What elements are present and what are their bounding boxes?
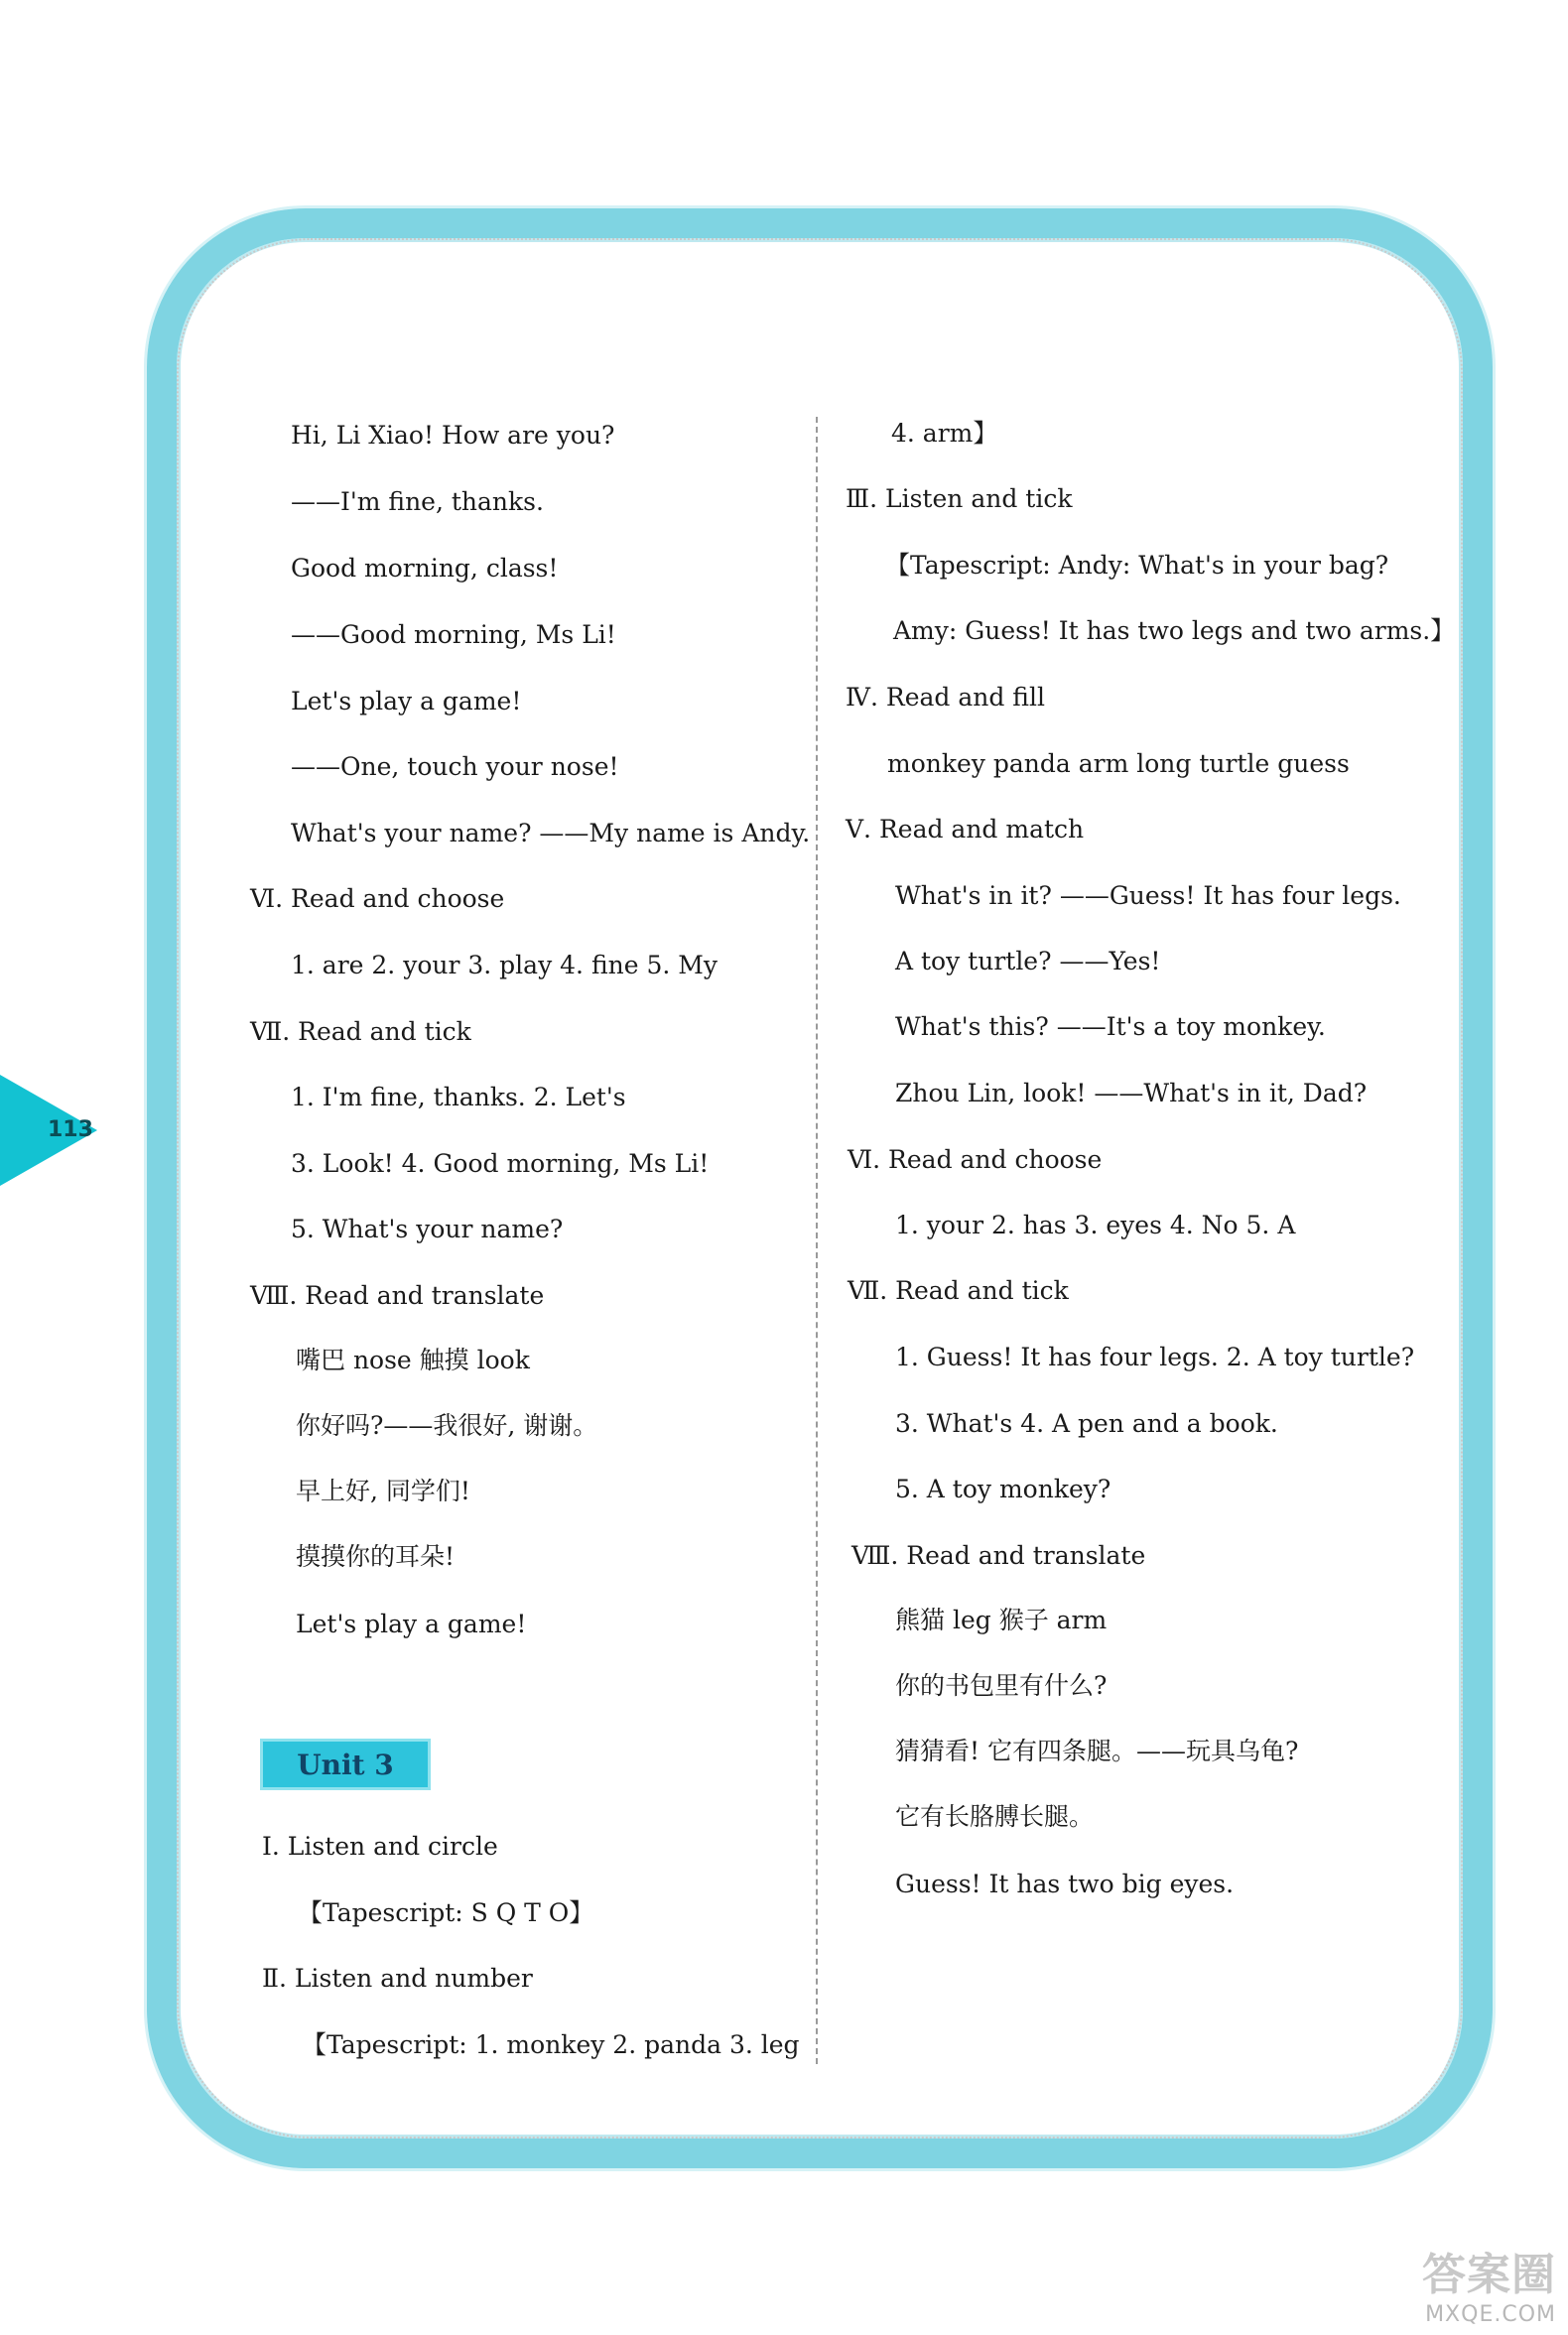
right-line-16: 3. What's 4. A pen and a book. <box>895 1409 1278 1438</box>
right-line-8: What's in it? ——Guess! It has four legs. <box>895 881 1401 910</box>
unit3-line-4: 【Tapescript: 1. monkey 2. panda 3. leg <box>302 2030 800 2059</box>
left-line-17: 早上好, 同学们! <box>296 1477 470 1505</box>
left-line-18: 摸摸你的耳朵! <box>296 1542 456 1571</box>
section-heading-6: Ⅵ. Read and choose <box>250 884 505 913</box>
left-line-19: Let's play a game! <box>296 1610 527 1638</box>
left-line-9: 1. are 2. your 3. play 4. fine 5. My <box>291 951 718 979</box>
right-line-23: Guess! It has two big eyes. <box>895 1870 1235 1898</box>
left-line-13: 5. What's your name? <box>291 1215 564 1243</box>
left-line-1: Hi, Li Xiao! How are you? <box>291 421 615 450</box>
left-line-16: 你好吗?——我很好, 谢谢。 <box>296 1411 598 1440</box>
left-line-2: ——I'm fine, thanks. <box>291 487 544 516</box>
right-line-19: 熊猫 leg 猴子 arm <box>895 1606 1108 1634</box>
watermark-logo: 答案圈 <box>1422 2250 1556 2300</box>
left-line-15: 嘴巴 nose 触摸 look <box>296 1346 530 1374</box>
left-line-3: Good morning, class! <box>291 554 559 583</box>
watermark-url: MXQE.COM <box>1425 2302 1556 2327</box>
section-heading-8r: Ⅷ. Read and translate <box>851 1541 1146 1570</box>
right-line-6: monkey panda arm long turtle guess <box>887 749 1350 778</box>
section-heading-1: Ⅰ. Listen and circle <box>262 1832 498 1861</box>
right-line-15: 1. Guess! It has four legs. 2. A toy turtle? <box>895 1343 1415 1371</box>
column-divider <box>816 417 818 2064</box>
right-line-3: 【Tapescript: Andy: What's in your bag? <box>885 551 1389 580</box>
right-line-21: 猜猜看! 它有四条腿。——玩具乌龟? <box>895 1737 1299 1765</box>
section-heading-4: Ⅳ. Read and fill <box>846 683 1045 712</box>
right-line-10: What's this? ——It's a toy monkey. <box>895 1012 1326 1041</box>
section-heading-6r: Ⅵ. Read and choose <box>848 1145 1103 1174</box>
page-number: 113 <box>48 1117 93 1142</box>
unit-banner: Unit 3 <box>260 1739 431 1790</box>
section-heading-7: Ⅶ. Read and tick <box>250 1017 471 1046</box>
right-line-17: 5. A toy monkey? <box>895 1475 1111 1503</box>
right-line-4: Amy: Guess! It has two legs and two arms.】 <box>893 616 1456 645</box>
right-line-9: A toy turtle? ——Yes! <box>895 947 1161 975</box>
right-line-1: 4. arm】 <box>891 419 998 448</box>
unit3-line-2: 【Tapescript: S Q T O】 <box>298 1898 594 1927</box>
section-heading-8: Ⅷ. Read and translate <box>250 1281 545 1310</box>
section-heading-5: Ⅴ. Read and match <box>846 815 1085 843</box>
left-line-7: What's your name? ——My name is Andy. <box>291 819 811 847</box>
right-line-11: Zhou Lin, look! ——What's in it, Dad? <box>895 1079 1368 1107</box>
watermark <box>1422 2239 1556 2327</box>
section-heading-7r: Ⅶ. Read and tick <box>848 1276 1069 1305</box>
left-line-5: Let's play a game! <box>291 687 522 715</box>
section-heading-2: Ⅱ. Listen and number <box>262 1964 533 1993</box>
left-line-11: 1. I'm fine, thanks. 2. Let's <box>291 1083 626 1111</box>
left-line-12: 3. Look! 4. Good morning, Ms Li! <box>291 1149 710 1178</box>
left-line-6: ——One, touch your nose! <box>291 752 619 781</box>
section-heading-3: Ⅲ. Listen and tick <box>846 484 1073 513</box>
right-line-20: 你的书包里有什么? <box>895 1671 1108 1700</box>
right-line-13: 1. your 2. has 3. eyes 4. No 5. A <box>895 1211 1296 1239</box>
left-line-4: ——Good morning, Ms Li! <box>291 620 616 649</box>
right-line-22: 它有长胳膊长腿。 <box>895 1802 1095 1831</box>
